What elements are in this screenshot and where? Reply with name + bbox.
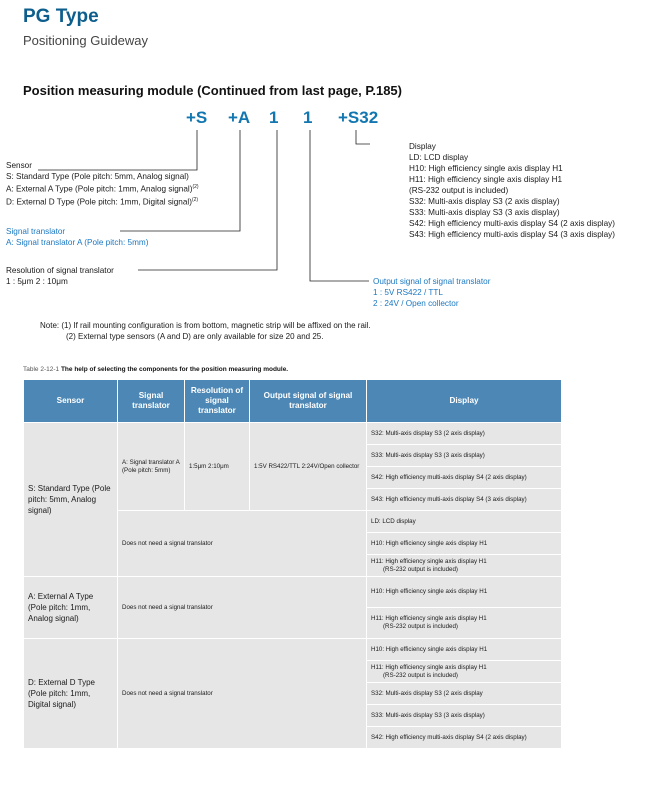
header-sensor: Sensor — [24, 380, 118, 423]
output-title: Output signal of signal translator — [373, 277, 491, 286]
cell-sensor-d: D: External D Type (Pole pitch: 1mm, Digital signal) — [24, 639, 118, 749]
cell-display: H10: High efficiency single axis display H1 — [367, 639, 562, 661]
code-resolution: 1 — [269, 108, 279, 127]
section-title: Position measuring module (Continued from last page, P.185) — [23, 83, 402, 98]
display-title: Display — [409, 142, 436, 151]
display-option-h11-note: (RS-232 output is included) — [409, 186, 509, 195]
code-translator: +A — [228, 108, 251, 127]
cell-display: S33: Multi-axis display S3 (3 axis display) — [367, 445, 562, 467]
cell-display: H11: High efficiency single axis display H1 (RS-232 output is included) — [367, 661, 562, 683]
display-option-s33: S33: Multi-axis display S3 (3 axis display) — [409, 208, 560, 217]
output-callout — [373, 276, 490, 309]
display-callout — [409, 141, 615, 240]
table-caption: Table 2-12-1 The help of selecting the components for the position measuring module. — [23, 366, 289, 373]
display-option-h11: H11: High efficiency single axis display H1 — [409, 175, 563, 184]
cell-resolution: 1:5μm 2:10μm — [185, 423, 250, 511]
translator-option-a: A: Signal translator A (Pole pitch: 5mm) — [6, 238, 149, 247]
cell-display: H11: High efficiency single axis display H1 (RS-232 output is included) — [367, 555, 562, 577]
display-option-s32: S32: Multi-axis display S3 (2 axis display) — [409, 197, 560, 206]
code-sensor: +S — [186, 108, 208, 127]
cell-display: S33: Multi-axis display S3 (3 axis display) — [367, 705, 562, 727]
header-translator: Signal translator — [118, 380, 185, 423]
note-1: Note: (1) If rail mounting configuration is from bottom, magnetic strip will be affixed on the rail. — [40, 321, 371, 330]
cell-display: S32: Multi-axis display S3 (2 axis display — [367, 683, 562, 705]
code-display: +S32 — [338, 108, 379, 127]
cell-sensor-a: A: External A Type (Pole pitch: 1mm, Analog signal) — [24, 577, 118, 639]
output-option-1: 1 : 5V RS422 / TTL — [373, 288, 443, 297]
table-row — [24, 577, 562, 608]
sensor-callout — [6, 160, 199, 207]
note-2: (2) External type sensors (A and D) are only available for size 20 and 25. — [66, 332, 324, 341]
resolution-title: Resolution of signal translator — [6, 266, 114, 275]
output-option-2: 2 : 24V / Open collector — [373, 299, 459, 308]
cell-no-translator: Does not need a signal translator — [118, 577, 367, 639]
translator-callout — [6, 226, 148, 248]
sensor-title: Sensor — [6, 161, 32, 170]
header-output: Output signal of signal translator — [250, 380, 367, 423]
cell-display: H10: High efficiency single axis display H1 — [367, 533, 562, 555]
sensor-option-s: S: Standard Type (Pole pitch: 5mm, Analog signal) — [6, 172, 189, 181]
cell-display: LD: LCD display — [367, 511, 562, 533]
display-option-h10: H10: High efficiency single axis display H1 — [409, 164, 563, 173]
header-resolution: Resolution of signal translator — [185, 380, 250, 423]
header-display: Display — [367, 380, 562, 423]
display-option-s42: S42: High efficiency multi-axis display S4 (2 axis display) — [409, 219, 615, 228]
cell-display: S32: Multi-axis display S3 (2 axis display) — [367, 423, 562, 445]
table-row — [24, 639, 562, 661]
sensor-option-a: A: External A Type (Pole pitch: 1mm, Analog signal)$^{(2)}$ — [6, 184, 199, 194]
page-title: PG Type — [23, 6, 99, 27]
code-output: 1 — [303, 108, 313, 127]
display-option-s43: S43: High efficiency multi-axis display S4 (3 axis display) — [409, 230, 615, 239]
resolution-options: 1 : 5μm 2 : 10μm — [6, 277, 68, 286]
cell-no-translator: Does not need a signal translator — [118, 639, 367, 749]
cell-output: 1:5V RS422/TTL 2:24V/Open collector — [250, 423, 367, 511]
cell-display: S42: High efficiency multi-axis display S4 (2 axis display) — [367, 467, 562, 489]
page-subtitle: Positioning Guideway — [23, 33, 149, 48]
cell-translator-a: A: Signal translator A (Pole pitch: 5mm) — [118, 423, 185, 511]
cell-display: S43: High efficiency multi-axis display S4 (3 axis display) — [367, 489, 562, 511]
sensor-option-d: D: External D Type (Pole pitch: 1mm, Digital signal)$^{(2)}$ — [6, 196, 199, 207]
display-option-ld: LD: LCD display — [409, 153, 469, 162]
table-header-row — [24, 380, 562, 423]
translator-title: Signal translator — [6, 227, 66, 236]
cell-display: H11: High efficiency single axis display H1 (RS-232 output is included) — [367, 608, 562, 639]
cell-display: H10: High efficiency single axis display H1 — [367, 577, 562, 608]
cell-display: S42: High efficiency multi-axis display S4 (2 axis display) — [367, 727, 562, 749]
cell-sensor-s: S: Standard Type (Pole pitch: 5mm, Analog signal) — [24, 423, 118, 577]
resolution-callout — [6, 265, 114, 287]
cell-no-translator: Does not need a signal translator — [118, 511, 367, 577]
selection-table — [23, 379, 562, 749]
table-row — [24, 423, 562, 445]
